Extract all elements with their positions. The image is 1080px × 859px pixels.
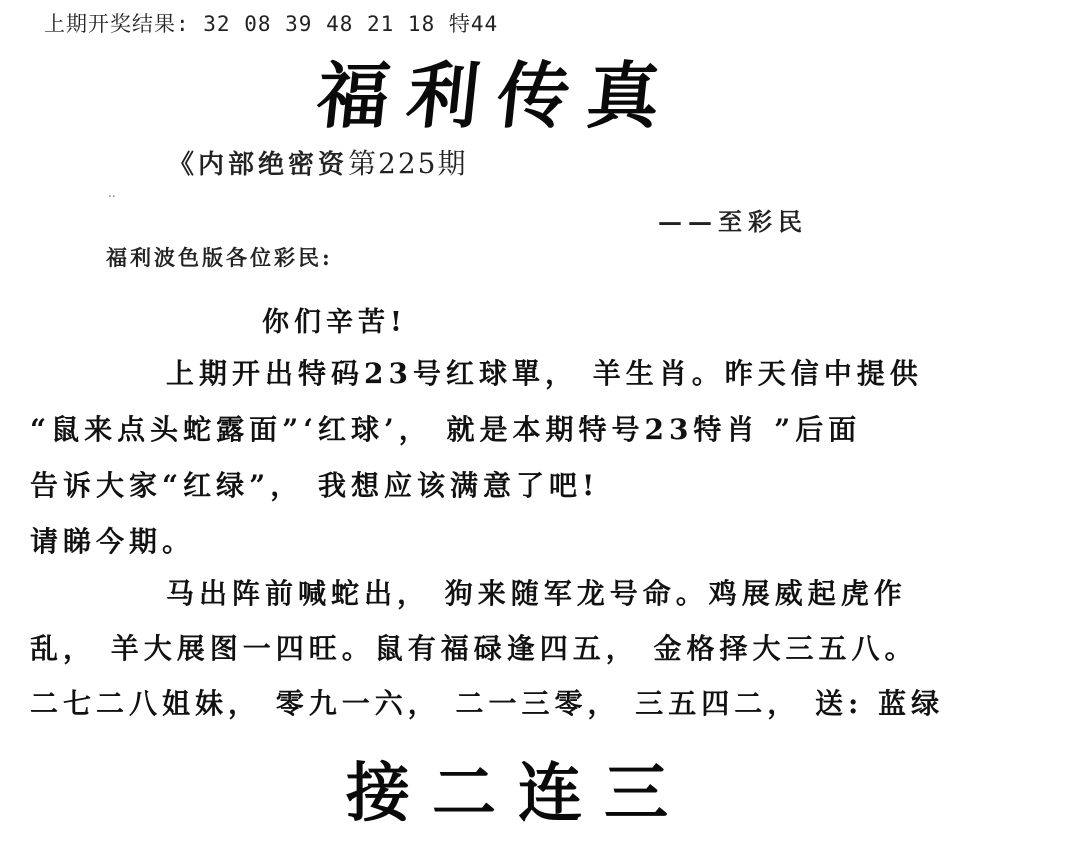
thanks-line: 你们辛苦!	[262, 307, 407, 338]
page-title: 福利传真	[312, 53, 682, 138]
issue-line	[168, 142, 467, 182]
body-line: 告诉大家“红绿”， 我想应该满意了吧!	[30, 469, 600, 502]
stray-dots: ..	[108, 186, 116, 200]
greeting: 福利波色版各位彩民:	[106, 245, 333, 270]
issue-prefix: 《内部绝密资	[168, 150, 349, 180]
signature: ——至彩民	[658, 207, 808, 236]
last-draw-result: 上期开奖结果: 32 08 39 48 21 18 特44	[44, 12, 499, 36]
body-line: 乱， 羊大展图一四旺。鼠有福碌逢四五， 金格择大三五八。	[30, 632, 918, 665]
issue-number: 第225期	[348, 147, 468, 180]
body-line: 上期开出特码23号红球單， 羊生肖。昨天信中提供	[166, 357, 923, 390]
body-line: 二七二八姐妹， 零九一六， 二一三零， 三五四二， 送: 蓝绿	[30, 687, 945, 720]
body-line: 请睇今期。	[30, 525, 196, 558]
body-line: “鼠来点头蛇露面”‘红球’， 就是本期特号23特肖 ”后面	[30, 413, 862, 446]
footer-title: 接二连三	[346, 756, 690, 831]
body-line: 马出阵前喊蛇出， 狗来随军龙号命。鸡展威起虎作	[166, 577, 907, 610]
